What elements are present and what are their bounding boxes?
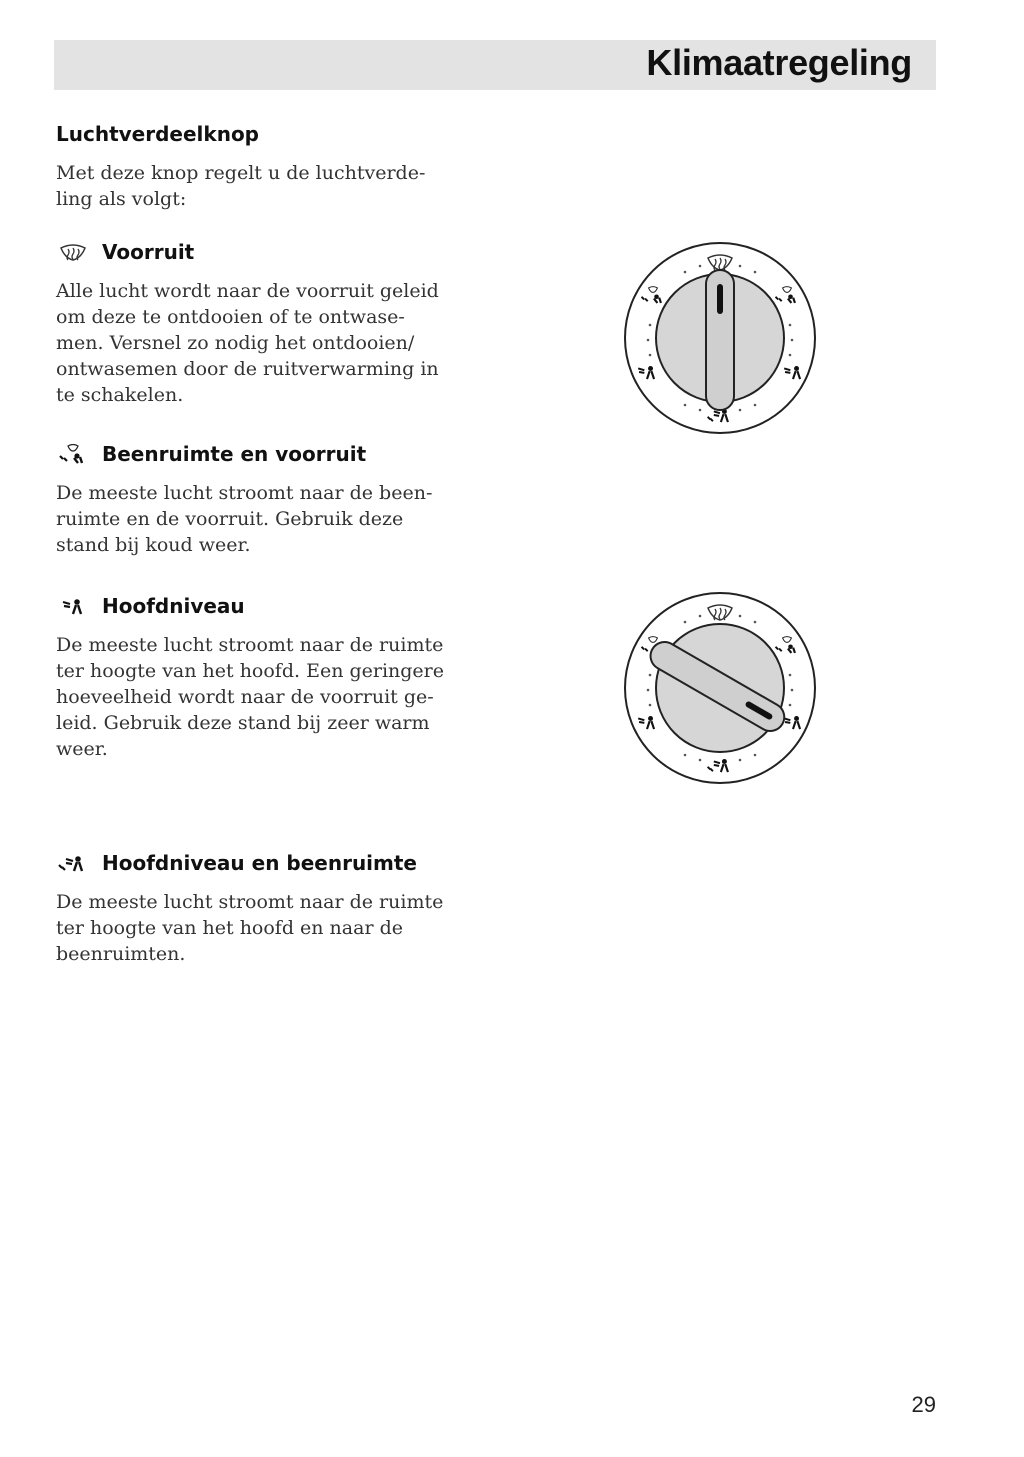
- section-text: Alle lucht wordt naar de voorruit geleid om deze te ontdooien of te ontwase- men. Versnel zo nodig het ontdooien/ ontwasemen door de ruitverwarming in te schakelen.: [56, 280, 439, 406]
- dial-defrost-position: [620, 240, 820, 436]
- section-heading: Hoofdniveau en beenruimte: [102, 851, 417, 875]
- footwell-windscreen-icon: [56, 444, 90, 464]
- intro-section: [56, 122, 496, 212]
- section-voorruit: [56, 240, 496, 408]
- section-heading: Beenruimte en voorruit: [102, 442, 367, 466]
- section-text: De meeste lucht stroomt naar de been- ruimte en de voorruit. Gebruik deze stand bij koud weer.: [56, 482, 433, 556]
- head-footwell-icon: [56, 853, 90, 873]
- header-band: [54, 40, 936, 90]
- head-level-icon: [56, 596, 90, 616]
- section-text: De meeste lucht stroomt naar de ruimte ter hoogte van het hoofd. Een geringere hoeveelheid wordt naar de voorruit ge- leid. Gebruik deze stand bij zeer warm weer.: [56, 634, 445, 760]
- dial-pointer: [706, 270, 734, 410]
- section-heading: Voorruit: [102, 240, 195, 264]
- page-number: 29: [911, 1392, 936, 1417]
- section-hoofdniveau-beenruimte: [56, 851, 496, 967]
- section-hoofdniveau: [56, 594, 496, 762]
- section-beenruimte-voorruit: [56, 442, 496, 558]
- dial-footwell-windscreen-position: [620, 590, 820, 786]
- intro-heading: Luchtverdeelknop: [56, 122, 259, 146]
- intro-text: Met deze knop regelt u de luchtverde- ling als volgt:: [56, 162, 426, 210]
- section-heading: Hoofdniveau: [102, 594, 245, 618]
- section-text: De meeste lucht stroomt naar de ruimte ter hoogte van het hoofd en naar de beenruimten.: [56, 891, 444, 965]
- windscreen-defrost-icon: [56, 242, 90, 262]
- page-title: Klimaatregeling: [646, 42, 912, 83]
